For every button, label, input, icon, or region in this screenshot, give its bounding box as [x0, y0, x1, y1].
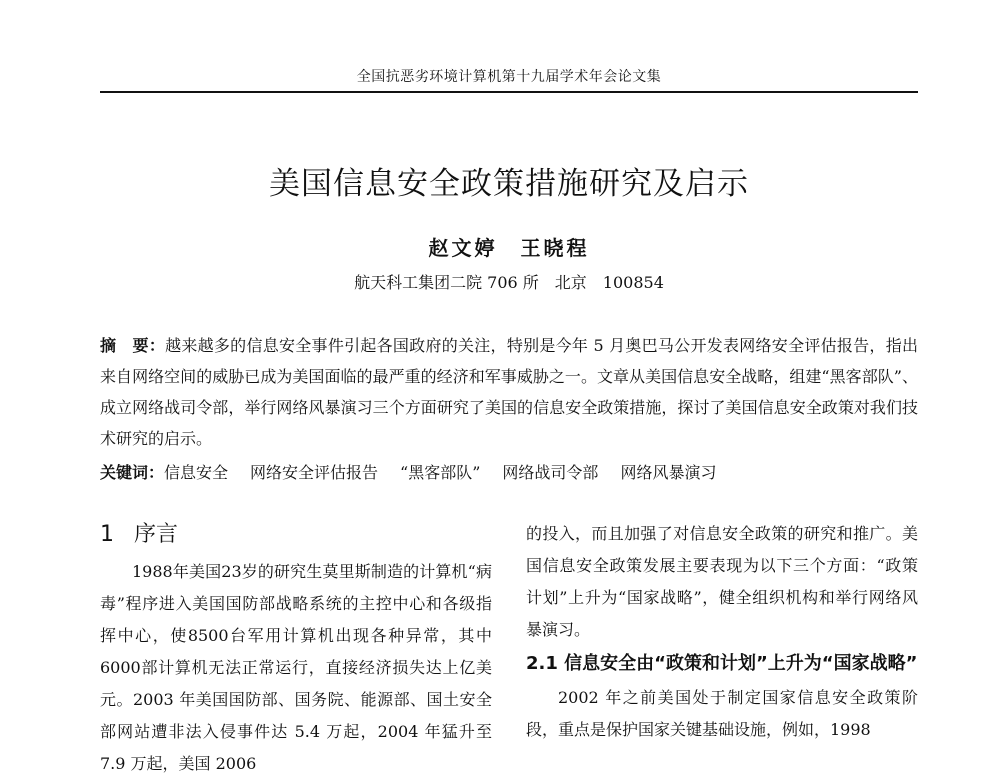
section-title: 序言: [134, 522, 179, 547]
abstract-label: 摘 要：: [100, 336, 166, 355]
section-number: 1: [100, 522, 114, 547]
keyword-item: “黑客部队”: [400, 463, 481, 482]
subsection-paragraph: 2002 年之前美国处于制定国家信息安全政策阶段，重点是保护国家关键基础设施，例如，1998: [526, 688, 918, 739]
authors: 赵文婷 王晓程: [428, 236, 590, 260]
header-rule: [100, 91, 918, 93]
keyword-item: 网络风暴演习: [620, 463, 717, 482]
abstract: [100, 330, 918, 454]
left-column: [100, 518, 492, 780]
keyword-item: 网络安全评估报告: [250, 463, 379, 482]
keywords-label: 关键词：: [100, 463, 165, 482]
right-column: [526, 518, 918, 746]
keyword-item: 信息安全: [164, 463, 229, 482]
keywords: [100, 460, 918, 486]
keyword-item: 网络战司令部: [502, 463, 599, 482]
affiliation: 航天科工集团二院 706 所 北京 100854: [354, 273, 664, 292]
subsection-heading: 2.1 信息安全由“政策和计划”上升为“国家战略”: [526, 653, 918, 674]
abstract-text: 越来越多的信息安全事件引起各国政府的关注，特别是今年 5 月奥巴马公开发表网络安全评估报告，指出来自网络空间的威胁已成为美国面临的最严重的经济和军事威胁之一。文章从美国信息安全战略，组建“黑客部队”、成立网络战司令部，举行网络风暴演习三个方面研究了美国的信息安全政策措施，探讨了美国信息安全政策对我们技术研究的启示。: [100, 336, 918, 448]
section-heading: [100, 518, 492, 552]
section-paragraph: 1988年美国23岁的研究生莫里斯制造的计算机“病毒”程序进入美国国防部战略系统的主控中心和各级指挥中心，使8500台军用计算机出现各种异常，其中6000部计算机无法正常运行，直接经济损失达上亿美元。2003 年美国国防部、国务院、能源部、国土安全部网站遭非法入侵事件达 5.4 万起，2004 年猛升至 7.9 万起，美国 2006: [100, 562, 492, 773]
paper-title: 美国信息安全政策措施研究及启示: [269, 166, 749, 202]
continuation-paragraph: 的投入，而且加强了对信息安全政策的研究和推广。美国信息安全政策发展主要表现为以下三个方面：“政策计划”上升为“国家战略”，健全组织机构和举行网络风暴演习。: [526, 524, 918, 639]
running-header: 全国抗恶劣环境计算机第十九届学术年会论文集: [356, 69, 662, 85]
